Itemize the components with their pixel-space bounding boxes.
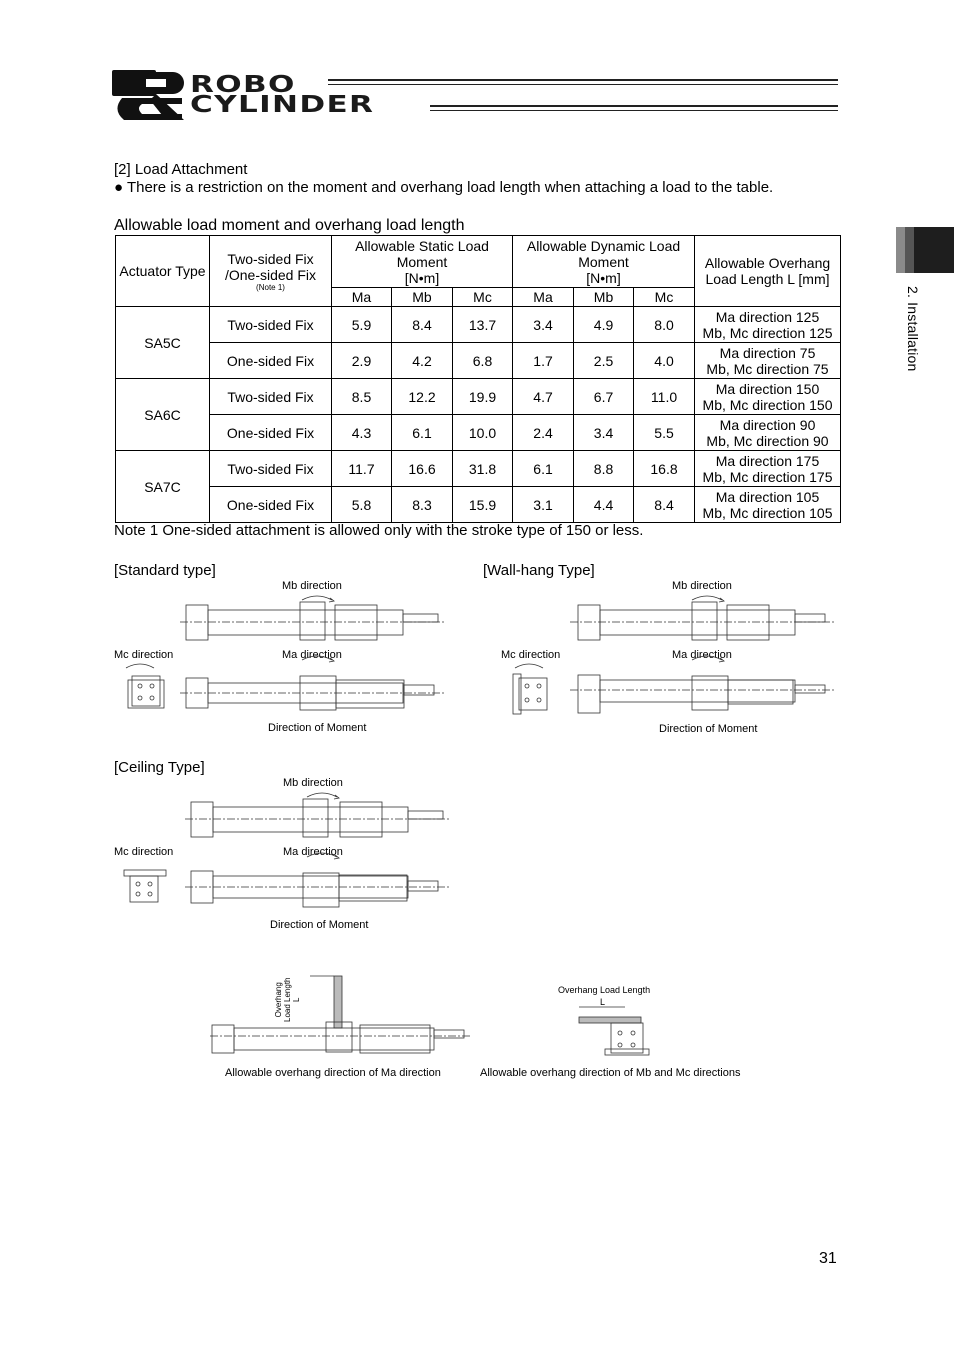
moment-value-cell: 12.2 [392,379,453,415]
moment-value-cell: 3.4 [513,307,574,343]
moment-value-cell: 1.7 [513,343,574,379]
caption-direction: Direction of Moment [268,722,367,734]
moment-value-cell: 8.5 [332,379,392,415]
header-rule [430,105,838,107]
moment-value-cell: 19.9 [453,379,513,415]
drawing-ceiling-end-view [120,858,170,908]
moment-value-cell: 2.4 [513,415,574,451]
caption-overhang-mbmc: Allowable overhang direction of Mb and Mc directions [480,1067,741,1079]
moment-value-cell: 5.5 [634,415,695,451]
header-rule [328,84,838,85]
caption-ma: Ma direction [672,649,732,661]
header-rule [430,110,838,111]
subheader-cell: Mc [634,288,695,307]
moment-value-cell: 6.8 [453,343,513,379]
caption-mb: Mb direction [672,580,732,592]
overhang-cell: Ma direction 125 Mb, Mc direction 125 [695,307,841,343]
subheader-cell: Mc [453,288,513,307]
drawing-standard-type [180,590,445,720]
caption-mc: Mc direction [501,649,561,661]
moment-value-cell: 11.7 [332,451,392,487]
fix-type-cell: Two-sided Fix [210,451,332,487]
table-body [116,307,841,523]
drawing-overhang-ma [210,970,470,1060]
caption-mb: Mb direction [282,580,342,592]
table-row [116,451,841,487]
moment-value-cell: 4.4 [574,487,634,523]
actuator-type-cell: SA6C [116,379,210,451]
table-row [116,487,841,523]
drawing-wall-end-view [505,660,555,718]
fix-type-cell: One-sided Fix [210,343,332,379]
moment-value-cell: 2.5 [574,343,634,379]
actuator-type-cell: SA7C [116,451,210,523]
fix-type-cell: Two-sided Fix [210,307,332,343]
moment-value-cell: 2.9 [332,343,392,379]
overhang-cell: Ma direction 75 Mb, Mc direction 75 [695,343,841,379]
caption-overhang-ma: Allowable overhang direction of Ma direction [225,1067,441,1079]
fix-type-cell: One-sided Fix [210,487,332,523]
moment-value-cell: 16.8 [634,451,695,487]
moment-value-cell: 4.9 [574,307,634,343]
figure-title-ceiling: [Ceiling Type] [114,759,205,776]
moment-value-cell: 4.2 [392,343,453,379]
moment-value-cell: 11.0 [634,379,695,415]
actuator-type-cell: SA5C [116,307,210,379]
section-heading: [2] Load Attachment [114,161,248,178]
note-ref: (Note 1) [256,282,285,292]
table-row [116,343,841,379]
header-logo [112,70,842,120]
table-title: Allowable load moment and overhang load length [114,217,465,234]
caption-ma: Ma direction [283,846,343,858]
caption-mc: Mc direction [114,846,174,858]
drawing-ceiling-type [185,787,450,917]
header-fix: Two-sided Fix /One-sided Fix (Note 1) [210,236,332,307]
moment-value-cell: 16.6 [392,451,453,487]
caption-direction: Direction of Moment [659,723,758,735]
table-row [116,379,841,415]
header-static-moment: Allowable Static Load Moment [N•m] [332,236,513,288]
fix-type-cell: Two-sided Fix [210,379,332,415]
overhang-cell: Ma direction 90 Mb, Mc direction 90 [695,415,841,451]
chapter-label: 2. Installation [905,286,921,372]
figure-title-wall: [Wall-hang Type] [483,562,595,579]
caption-mb: Mb direction [283,777,343,789]
header-rule [328,79,838,81]
section-bullet: ● There is a restriction on the moment and overhang load length when attaching a load to the table. [114,179,774,196]
moment-value-cell: 31.8 [453,451,513,487]
load-moment-table [115,235,841,523]
logo-text-robo: ROBO [190,72,296,98]
moment-value-cell: 15.9 [453,487,513,523]
moment-value-cell: 8.0 [634,307,695,343]
moment-value-cell: 4.7 [513,379,574,415]
overhang-cell: Ma direction 175 Mb, Mc direction 175 [695,451,841,487]
moment-value-cell: 3.4 [574,415,634,451]
subheader-cell: Mb [392,288,453,307]
moment-value-cell: 8.8 [574,451,634,487]
drawing-standard-end-view [120,660,170,715]
caption-direction: Direction of Moment [270,919,369,931]
table-row [116,415,841,451]
subheader-cell: Mb [574,288,634,307]
label-overhang-length: Overhang Load Length [558,985,651,995]
moment-value-cell: 6.7 [574,379,634,415]
figure-title-standard: [Standard type] [114,562,216,579]
subheader-cell: Ma [332,288,392,307]
header-overhang: Allowable Overhang Load Length L [mm] [695,236,841,307]
subheader-cell: Ma [513,288,574,307]
rc-logo-icon [112,70,192,120]
moment-value-cell: 6.1 [392,415,453,451]
label-overhang-ma: Overhang Load Length L [274,977,301,1022]
moment-value-cell: 13.7 [453,307,513,343]
drawing-wall-type [570,590,835,720]
caption-mc: Mc direction [114,649,174,661]
moment-value-cell: 6.1 [513,451,574,487]
fix-type-cell: One-sided Fix [210,415,332,451]
page-number: 31 [819,1250,837,1267]
moment-value-cell: 5.8 [332,487,392,523]
moment-value-cell: 8.3 [392,487,453,523]
moment-value-cell: 10.0 [453,415,513,451]
moment-value-cell: 8.4 [392,307,453,343]
drawing-overhang-mbmc [575,1005,655,1060]
label-overhang-l: L [600,997,606,1007]
header-actuator-type: Actuator Type [116,236,210,307]
logo-text-cylinder: CYLINDER [190,92,375,118]
moment-value-cell: 4.3 [332,415,392,451]
caption-ma: Ma direction [282,649,342,661]
table-row [116,307,841,343]
moment-value-cell: 5.9 [332,307,392,343]
table-note: Note 1 One-sided attachment is allowed only with the stroke type of 150 or less. [114,522,644,539]
moment-value-cell: 8.4 [634,487,695,523]
overhang-cell: Ma direction 105 Mb, Mc direction 105 [695,487,841,523]
chapter-tab [896,227,954,273]
overhang-cell: Ma direction 150 Mb, Mc direction 150 [695,379,841,415]
moment-value-cell: 3.1 [513,487,574,523]
moment-value-cell: 4.0 [634,343,695,379]
header-dynamic-moment: Allowable Dynamic Load Moment [N•m] [513,236,695,288]
